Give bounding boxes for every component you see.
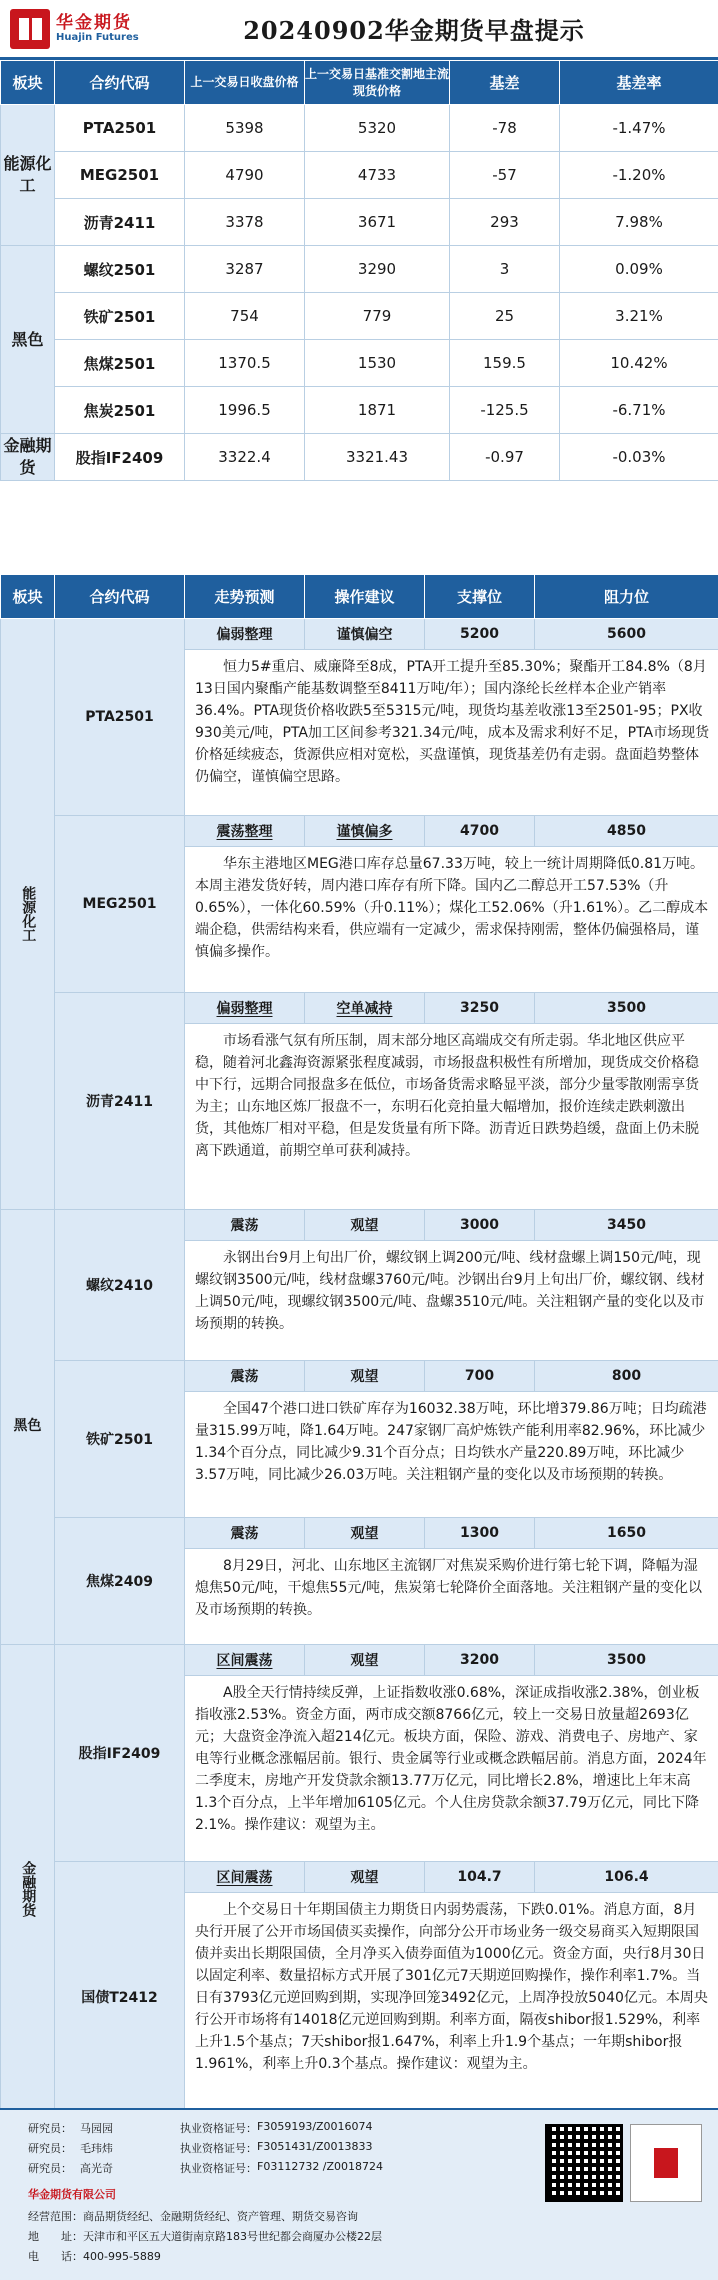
logo-icon <box>10 9 50 49</box>
operation-advice: 观望 <box>305 1645 425 1676</box>
contract-code: 股指IF2409 <box>55 1645 185 1862</box>
close-price: 754 <box>185 293 305 340</box>
contract-code: PTA2501 <box>55 105 185 152</box>
table-row <box>1 434 718 481</box>
researcher-label: 研究员： <box>28 2162 72 2175</box>
basis-rate: 0.09% <box>560 246 718 293</box>
company-phone: 电 话：400-995-5889 <box>28 2250 161 2263</box>
advice-row <box>1 1645 718 1676</box>
close-price: 5398 <box>185 105 305 152</box>
table-row <box>1 293 718 340</box>
spot-price: 1530 <box>305 340 450 387</box>
company-name: 华金期货有限公司 <box>28 2188 116 2201</box>
close-price: 3287 <box>185 246 305 293</box>
researcher-label: 研究员： <box>28 2142 72 2155</box>
contract-code: MEG2501 <box>55 152 185 199</box>
operation-advice: 观望 <box>305 1210 425 1241</box>
commentary-text: 市场看涨气氛有所压制，周末部分地区高端成交有所走弱。华北地区供应平稳，随着河北鑫海资源紧张程度减弱，市场报盘积极性有所增加，现货成交价格稳中下行，远期合同报盘多在低位，市场备货需求略显平淡，部分少量零散刚需享货为主；山东地区炼厂报盘不一，东明石化竞拍量大幅增加，报价连续走跌刺激出货，其他炼厂相对平稳，但是发货量有所下降。沥青近日跌势趋缓，盘面上仍未脱离下跌通道，前期空单可获利减持。 <box>185 1024 718 1210</box>
basis-rate: 3.21% <box>560 293 718 340</box>
support-level: 4700 <box>425 816 535 847</box>
sector-finance: 金融期货 <box>1 1645 55 2133</box>
researcher-name: 毛玮炜 <box>80 2142 113 2155</box>
basis-rate: -6.71% <box>560 387 718 434</box>
header-rate: 基差率 <box>560 61 718 105</box>
table-row <box>1 387 718 434</box>
contract-code: 国债T2412 <box>55 1862 185 2133</box>
sector-energy: 能源化工 <box>1 105 55 246</box>
support-level: 3250 <box>425 993 535 1024</box>
license-label: 执业资格证号： <box>180 2122 257 2135</box>
advice-header-row <box>1 575 718 619</box>
advice-row <box>1 619 718 650</box>
advice-row <box>1 993 718 1024</box>
header-resistance: 阻力位 <box>535 575 718 619</box>
commentary-text: 全国47个港口进口铁矿库存为16032.38万吨，环比增379.86万吨；日均疏港量315.99万吨，降1.64万吨。247家钢厂高炉炼铁产能利用率82.96%，环比减少1.34个百分点，同比减少9.31个百分点；日均铁水产量220.89万吨，环比减少3.57万吨，同比减少26.03万吨。关注粗钢产量的变化以及市场预期的转换。 <box>185 1392 718 1518</box>
sector-energy: 能源化工 <box>1 619 55 1210</box>
operation-advice: 观望 <box>305 1518 425 1549</box>
basis-value: -57 <box>450 152 560 199</box>
header-code: 合约代码 <box>55 61 185 105</box>
page-title: 20240902华金期货早盘提示 <box>243 16 585 45</box>
operation-advice: 谨慎偏空 <box>305 619 425 650</box>
license-number: F3059193/Z0016074 <box>257 2120 373 2133</box>
trend-forecast: 震荡 <box>185 1361 305 1392</box>
operation-advice: 空单减持 <box>305 993 425 1024</box>
header-support: 支撑位 <box>425 575 535 619</box>
header-sector: 板块 <box>1 61 55 105</box>
logo-en: Huajin Futures <box>56 32 139 44</box>
trend-forecast: 偏弱整理 <box>185 619 305 650</box>
operation-advice: 观望 <box>305 1862 425 1893</box>
table-row <box>1 105 718 152</box>
basis-value: -0.97 <box>450 434 560 481</box>
table-row <box>1 152 718 199</box>
basis-value: -125.5 <box>450 387 560 434</box>
table-row <box>1 199 718 246</box>
commentary-text: 上个交易日十年期国债主力期货日内弱势震荡，下跌0.01%。消息方面，8月央行开展了公开市场国债买卖操作，向部分公开市场业务一级交易商买入短期限国债并卖出长期限国债，全月净买入债券面值为1000亿元。资金方面，央行8月30日以固定利率、数量招标方式开展了301亿元7天期逆回购操作，操作利率1.7%。当日有3793亿元逆回购到期，实现净回笼3492亿元，上周净投放5040亿元。本周央行公开市场将有14018亿元逆回购到期。利率方面，隔夜shibor报1.529%，利率上升1.5个基点；7天shibor报1.647%，利率上升1.9个基点；一年期shibor报1.961%，利率上升0.3个基点。操作建议：观望为主。 <box>185 1893 718 2133</box>
researcher-row <box>28 2120 477 2136</box>
resistance-level: 3500 <box>535 1645 718 1676</box>
researcher-row <box>28 2140 477 2156</box>
contract-code: PTA2501 <box>55 619 185 816</box>
trend-forecast: 区间震荡 <box>185 1862 305 1893</box>
trend-forecast: 偏弱整理 <box>185 993 305 1024</box>
license-label: 执业资格证号： <box>180 2162 257 2175</box>
trend-forecast: 震荡 <box>185 1518 305 1549</box>
license-number: F3051431/Z0013833 <box>257 2140 373 2153</box>
close-price: 3322.4 <box>185 434 305 481</box>
commentary-text: 恒力5#重启、威廉降至8成，PTA开工提升至85.30%；聚酯开工84.8%（8月13日国内聚酯产能基数调整至8411万吨/年）；国内涤纶长丝样本企业产销率36.4%。PTA现货价格收跌5至5315元/吨，现货均基差收涨13至2501-95；PX收930美元/吨，PTA加工区间参考321.34元/吨，成本及需求利好不足，PTA市场现货价格延续疲态，货源供应相对宽松，买盘谨慎，现货基差仍有走弱。盘面趋势整体仍偏空，谨慎偏空思路。 <box>185 650 718 816</box>
researcher-label: 研究员： <box>28 2122 72 2135</box>
license-label: 执业资格证号： <box>180 2142 257 2155</box>
basis-rate: -1.20% <box>560 152 718 199</box>
contract-code: MEG2501 <box>55 816 185 993</box>
basis-value: 293 <box>450 199 560 246</box>
footer <box>0 2108 718 2280</box>
qr-code-icon <box>545 2124 623 2202</box>
resistance-level: 4850 <box>535 816 718 847</box>
trend-forecast: 震荡整理 <box>185 816 305 847</box>
header-basis: 基差 <box>450 61 560 105</box>
spot-price: 779 <box>305 293 450 340</box>
basis-rate: 10.42% <box>560 340 718 387</box>
contract-code: 铁矿2501 <box>55 293 185 340</box>
close-price: 4790 <box>185 152 305 199</box>
header-close: 上一交易日收盘价格 <box>185 61 305 105</box>
support-level: 3000 <box>425 1210 535 1241</box>
support-level: 3200 <box>425 1645 535 1676</box>
contract-code: 焦煤2501 <box>55 340 185 387</box>
contract-code: 螺纹2410 <box>55 1210 185 1361</box>
operation-advice: 观望 <box>305 1361 425 1392</box>
contract-code: 股指IF2409 <box>55 434 185 481</box>
basis-value: 25 <box>450 293 560 340</box>
spot-price: 3321.43 <box>305 434 450 481</box>
spot-price: 1871 <box>305 387 450 434</box>
basis-rate: -0.03% <box>560 434 718 481</box>
commentary-text: 华东主港地区MEG港口库存总量67.33万吨，较上一统计周期降低0.81万吨。本周主港发货好转，周内港口库存有所下降。国内乙二醇总开工57.53%（升0.65%），一体化60.59%（升0.11%）；煤化工52.06%（升1.61%）。乙二醇成本端企稳，供需结构来看，供应端有一定减少，需求保持刚需，整体仍偏强格局，谨慎偏多操作。 <box>185 847 718 993</box>
sector-ferrous: 黑色 <box>1 1210 55 1645</box>
researcher-name: 高光奇 <box>80 2162 113 2175</box>
trend-forecast: 区间震荡 <box>185 1645 305 1676</box>
contract-code: 沥青2411 <box>55 993 185 1210</box>
advice-row <box>1 1361 718 1392</box>
contract-code: 沥青2411 <box>55 199 185 246</box>
support-level: 700 <box>425 1361 535 1392</box>
sector-ferrous: 黑色 <box>1 246 55 434</box>
resistance-level: 5600 <box>535 619 718 650</box>
support-level: 104.7 <box>425 1862 535 1893</box>
close-price: 1370.5 <box>185 340 305 387</box>
header-spot: 上一交易日基准交割地主流现货价格 <box>305 61 450 105</box>
basis-header-row <box>1 61 718 105</box>
table-row <box>1 246 718 293</box>
basis-value: 159.5 <box>450 340 560 387</box>
resistance-level: 1650 <box>535 1518 718 1549</box>
commentary-text: 8月29日，河北、山东地区主流钢厂对焦炭采购价进行第七轮下调，降幅为湿熄焦50元/吨，干熄焦55元/吨，焦炭第七轮降价全面落地。关注粗钢产量的变化以及市场预期的转换。 <box>185 1549 718 1645</box>
header <box>0 0 718 60</box>
header-trend: 走势预测 <box>185 575 305 619</box>
close-price: 3378 <box>185 199 305 246</box>
spot-price: 5320 <box>305 105 450 152</box>
table-row <box>1 340 718 387</box>
header-advice: 操作建议 <box>305 575 425 619</box>
contract-code: 焦煤2409 <box>55 1518 185 1645</box>
company-logo <box>0 0 150 59</box>
basis-value: 3 <box>450 246 560 293</box>
license-number: F03112732 /Z0018724 <box>257 2160 384 2173</box>
basis-rate: -1.47% <box>560 105 718 152</box>
support-level: 1300 <box>425 1518 535 1549</box>
resistance-level: 3450 <box>535 1210 718 1241</box>
advice-row <box>1 1862 718 1893</box>
spot-price: 4733 <box>305 152 450 199</box>
resistance-level: 800 <box>535 1361 718 1392</box>
header-sector: 板块 <box>1 575 55 619</box>
support-level: 5200 <box>425 619 535 650</box>
contract-code: 焦炭2501 <box>55 387 185 434</box>
trend-forecast: 震荡 <box>185 1210 305 1241</box>
advice-row <box>1 1518 718 1549</box>
resistance-level: 3500 <box>535 993 718 1024</box>
advice-row <box>1 816 718 847</box>
commentary-text: A股全天行情持续反弹，上证指数收涨0.68%，深证成指收涨2.38%，创业板指收涨2.53%。资金方面，两市成交额8766亿元，较上一交易日放量超2693亿元；大盘资金净流入超214亿元。板块方面，保险、游戏、消费电子、房地产、家电等行业概念涨幅居前。银行、贵金属等行业或概念跌幅居前。消息方面，2024年二季度末，房地产开发贷款余额13.77万亿元，同比增长2.8%，增速比上年末高1.3个百分点，上半年增加6105亿元。个人住房贷款余额37.79万亿元，同比下降2.1%。操作建议：观望为主。 <box>185 1676 718 1862</box>
header-code: 合约代码 <box>55 575 185 619</box>
basis-value: -78 <box>450 105 560 152</box>
advice-table <box>0 574 718 2133</box>
operation-advice: 谨慎偏多 <box>305 816 425 847</box>
business-scope: 经营范围：商品期货经纪、金融期货经纪、资产管理、期货交易咨询 <box>28 2210 358 2223</box>
resistance-level: 106.4 <box>535 1862 718 1893</box>
spot-price: 3290 <box>305 246 450 293</box>
basis-table <box>0 60 718 481</box>
researcher-name: 马园园 <box>80 2122 113 2135</box>
app-qr-icon <box>630 2124 702 2202</box>
contract-code: 铁矿2501 <box>55 1361 185 1518</box>
company-address: 地 址：天津市和平区五大道街南京路183号世纪都会商厦办公楼22层 <box>28 2230 382 2243</box>
basis-rate: 7.98% <box>560 199 718 246</box>
commentary-text: 永钢出台9月上旬出厂价，螺纹钢上调200元/吨、线材盘螺上调150元/吨，现螺纹钢3500元/吨，线材盘螺3760元/吨。沙钢出台9月上旬出厂价，螺纹钢、线材上调50元/吨，现螺纹钢3500元/吨、盘螺3510元/吨。关注粗钢产量的变化以及市场预期的转换。 <box>185 1241 718 1361</box>
advice-row <box>1 1210 718 1241</box>
sector-finance: 金融期货 <box>1 434 55 481</box>
spot-price: 3671 <box>305 199 450 246</box>
contract-code: 螺纹2501 <box>55 246 185 293</box>
researcher-row <box>28 2160 477 2176</box>
close-price: 1996.5 <box>185 387 305 434</box>
logo-cn: 华金期货 <box>56 12 132 33</box>
